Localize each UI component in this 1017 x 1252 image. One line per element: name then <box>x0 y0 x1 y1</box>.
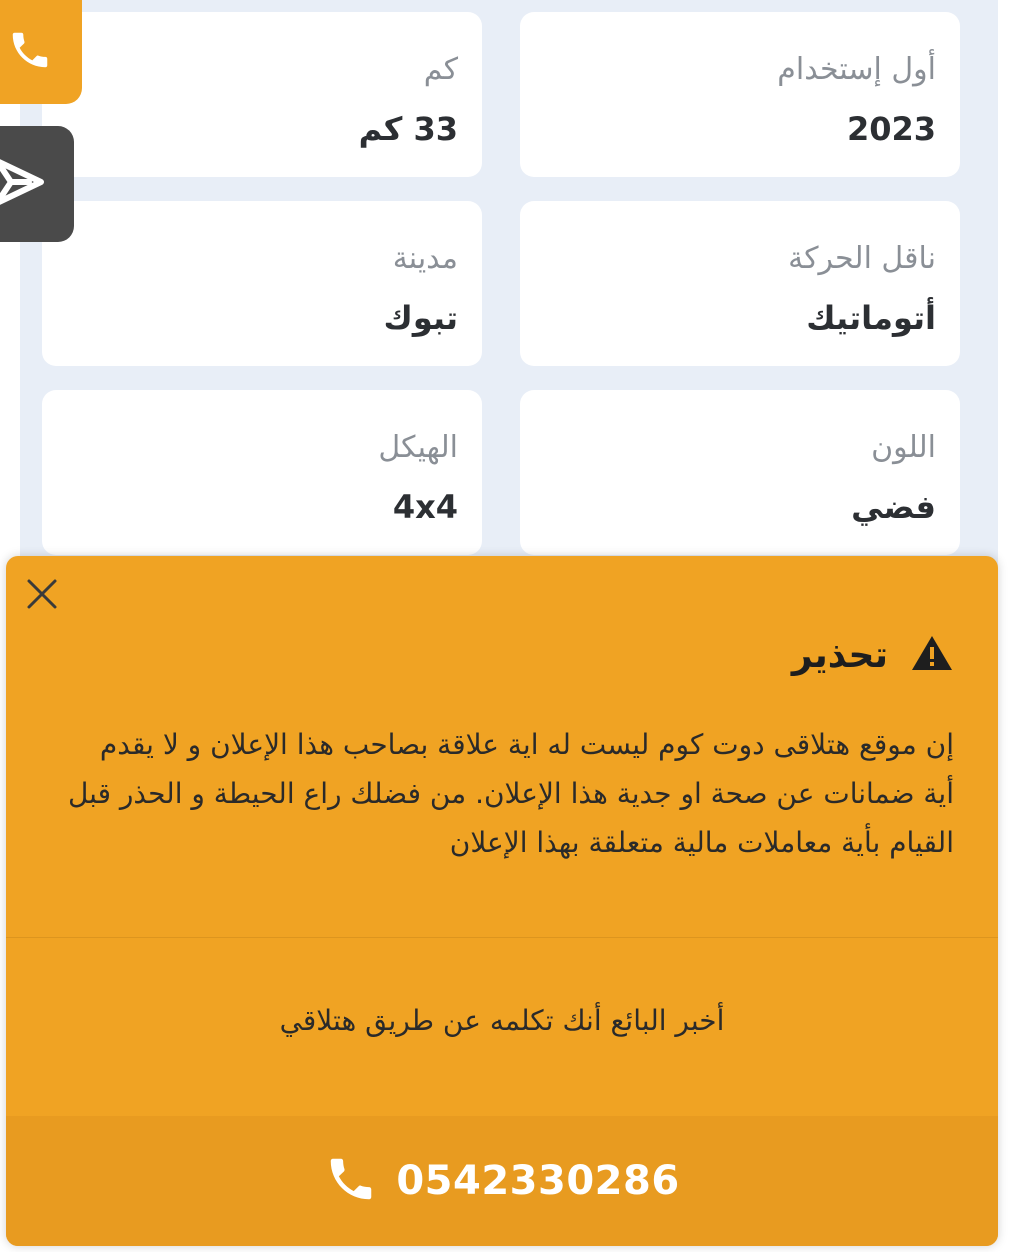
seller-phone-number: 0542330286 <box>396 1158 680 1204</box>
warning-message: إن موقع هتلاقى دوت كوم ليست له اية علاقة بصاحب هذا الإعلان و لا يقدم أية ضمانات عن صحة او جدية هذا الإعلان. من فضلك راع الحيطة و الحذر قبل القيام بأية معاملات مالية متعلقة بهذا الإعلان <box>67 728 954 859</box>
spec-value: 4x4 <box>392 488 458 526</box>
divider <box>6 937 998 938</box>
warning-title-text: تحذير <box>791 634 888 676</box>
spec-card-first-use <box>520 12 960 177</box>
spec-card-transmission <box>520 201 960 366</box>
floating-call-button[interactable] <box>0 0 82 104</box>
spec-card-color <box>520 390 960 555</box>
spec-label: مدينة <box>392 241 458 276</box>
spec-value: 33 كم <box>358 110 458 148</box>
spec-label: أول إستخدام <box>777 52 936 87</box>
close-icon <box>25 577 59 615</box>
spec-value: فضي <box>851 488 936 526</box>
spec-value: أتوماتيك <box>806 299 936 337</box>
spec-label: اللون <box>871 430 936 465</box>
spec-card-city <box>42 201 482 366</box>
share-icon <box>15 147 59 221</box>
spec-card-km <box>42 12 482 177</box>
phone-icon <box>29 27 53 77</box>
spec-label: كم <box>423 52 458 87</box>
spec-label: ناقل الحركة <box>788 241 936 276</box>
floating-share-button[interactable] <box>0 126 74 242</box>
spec-label: الهيكل <box>378 430 458 465</box>
spec-value: تبوك <box>383 299 458 337</box>
close-button[interactable] <box>20 574 64 618</box>
call-seller-button[interactable] <box>6 1116 998 1246</box>
phone-icon <box>324 1152 378 1210</box>
spec-value: 2023 <box>846 110 936 148</box>
warning-modal <box>6 556 998 1246</box>
tell-seller-note: أخبر البائع أنك تكلمه عن طريق هتلاقي <box>279 1004 725 1037</box>
warning-title <box>792 634 954 676</box>
specs-panel <box>20 0 998 600</box>
warning-triangle-icon <box>910 634 954 676</box>
spec-card-body <box>42 390 482 555</box>
